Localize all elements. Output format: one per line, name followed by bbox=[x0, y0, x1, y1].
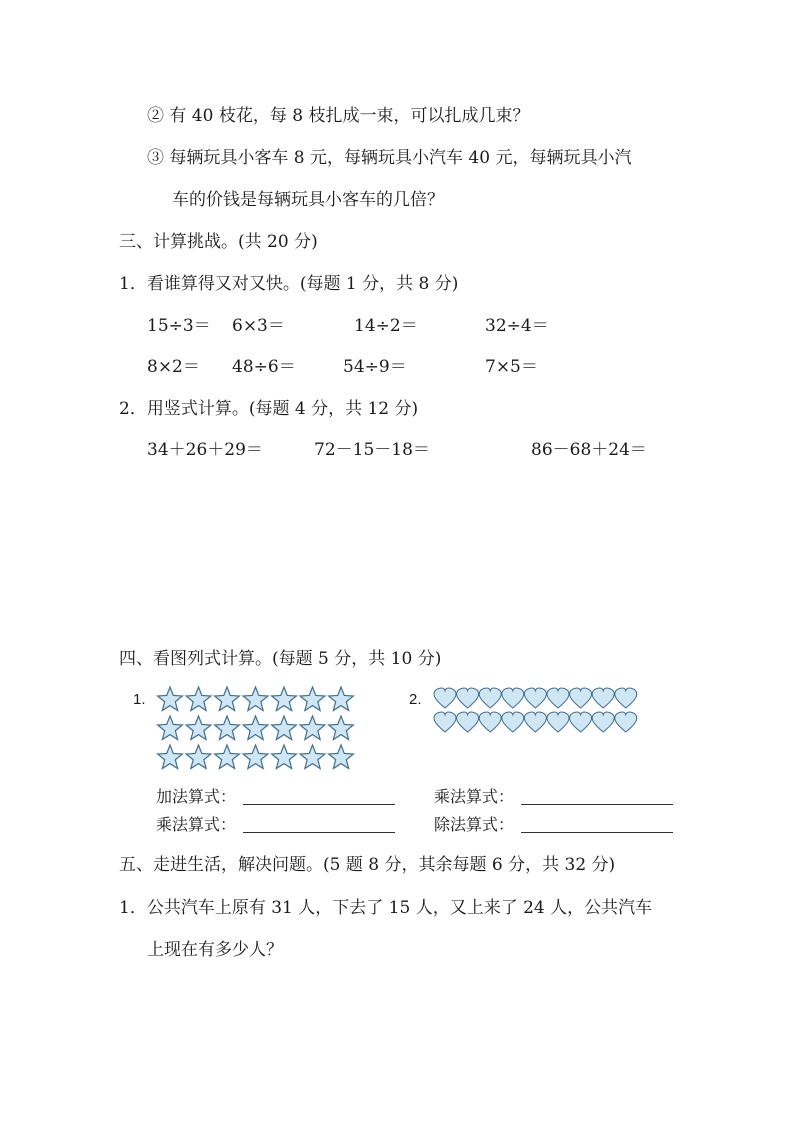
star-icon bbox=[329, 745, 354, 769]
star-icon bbox=[158, 687, 183, 711]
calc-item: 14÷2＝ bbox=[354, 316, 418, 336]
heart-icon bbox=[524, 688, 546, 708]
addition-answer-line[interactable] bbox=[243, 804, 395, 805]
addition-label: 加法算式： bbox=[156, 787, 237, 806]
section-3-title: 三、计算挑战。(共 20 分) bbox=[119, 232, 318, 252]
vertical-calc-item: 72－15－18＝ bbox=[314, 440, 430, 460]
star-icon bbox=[300, 687, 325, 711]
calc-item: 6×3＝ bbox=[232, 316, 285, 336]
heart-icon bbox=[502, 688, 524, 708]
question-2-3-line2: 车的价钱是每辆玩具小客车的几倍？ bbox=[172, 190, 444, 210]
vertical-calc-item: 34＋26＋29＝ bbox=[147, 440, 263, 460]
section-4-title: 四、看图列式计算。(每题 5 分，共 10 分) bbox=[119, 649, 442, 669]
star-icon bbox=[243, 687, 268, 711]
heart-icon bbox=[457, 688, 479, 708]
calc-item: 15÷3＝ bbox=[147, 316, 211, 336]
division-label: 除法算式： bbox=[434, 815, 515, 834]
star-icon bbox=[243, 716, 268, 740]
calc-item: 7×5＝ bbox=[485, 357, 538, 377]
star-icon bbox=[329, 716, 354, 740]
calc-item: 8×2＝ bbox=[147, 357, 200, 377]
figure-1-number: 1. bbox=[133, 691, 146, 708]
section-5-title: 五、走进生活，解决问题。(5 题 8 分，其余每题 6 分，共 32 分) bbox=[119, 855, 616, 875]
heart-icon bbox=[547, 688, 569, 708]
star-icon bbox=[243, 745, 268, 769]
heart-icon bbox=[502, 712, 524, 732]
star-icon bbox=[300, 745, 325, 769]
heart-icon bbox=[434, 712, 456, 732]
calc-item: 54÷9＝ bbox=[343, 357, 407, 377]
figure-2-number: 2. bbox=[409, 691, 422, 708]
heart-icon bbox=[592, 712, 614, 732]
star-icon bbox=[186, 716, 211, 740]
section-3-part1-title: 1．看谁算得又对又快。(每题 1 分，共 8 分) bbox=[119, 274, 459, 294]
heart-icon bbox=[479, 712, 501, 732]
heart-icon bbox=[434, 688, 456, 708]
heart-icon bbox=[615, 688, 637, 708]
multiplication-label-2: 乘法算式： bbox=[434, 787, 515, 806]
star-icon bbox=[272, 745, 297, 769]
star-icon bbox=[158, 716, 183, 740]
star-icon bbox=[158, 745, 183, 769]
heart-icon bbox=[547, 712, 569, 732]
calc-item: 48÷6＝ bbox=[232, 357, 296, 377]
question-2-2: ② 有 40 枝花，每 8 枝扎成一束，可以扎成几束？ bbox=[147, 106, 530, 126]
heart-icon bbox=[592, 688, 614, 708]
star-figure bbox=[156, 686, 360, 774]
vertical-calc-item: 86－68＋24＝ bbox=[531, 440, 647, 460]
heart-icon bbox=[457, 712, 479, 732]
multiplication-answer-line-1[interactable] bbox=[243, 832, 395, 833]
star-icon bbox=[215, 687, 240, 711]
section-5-q1-line2: 上现在有多少人？ bbox=[147, 940, 283, 960]
star-icon bbox=[186, 687, 211, 711]
multiplication-answer-line-2[interactable] bbox=[521, 804, 673, 805]
multiplication-label-1: 乘法算式： bbox=[156, 815, 237, 834]
star-icon bbox=[329, 687, 354, 711]
division-answer-line[interactable] bbox=[521, 832, 673, 833]
star-icon bbox=[215, 716, 240, 740]
heart-icon bbox=[570, 688, 592, 708]
star-icon bbox=[186, 745, 211, 769]
heart-icon bbox=[479, 688, 501, 708]
star-icon bbox=[272, 716, 297, 740]
heart-icon bbox=[570, 712, 592, 732]
question-2-3-line1: ③ 每辆玩具小客车 8 元，每辆玩具小汽车 40 元，每辆玩具小汽 bbox=[147, 148, 632, 168]
section-3-part2-title: 2．用竖式计算。(每题 4 分，共 12 分) bbox=[119, 399, 419, 419]
star-icon bbox=[215, 745, 240, 769]
calc-item: 32÷4＝ bbox=[485, 316, 549, 336]
section-5-q1-line1: 1．公共汽车上原有 31 人，下去了 15 人，又上来了 24 人，公共汽车 bbox=[119, 898, 653, 918]
star-icon bbox=[300, 716, 325, 740]
heart-icon bbox=[524, 712, 546, 732]
heart-icon bbox=[615, 712, 637, 732]
heart-figure bbox=[434, 688, 638, 738]
star-icon bbox=[272, 687, 297, 711]
